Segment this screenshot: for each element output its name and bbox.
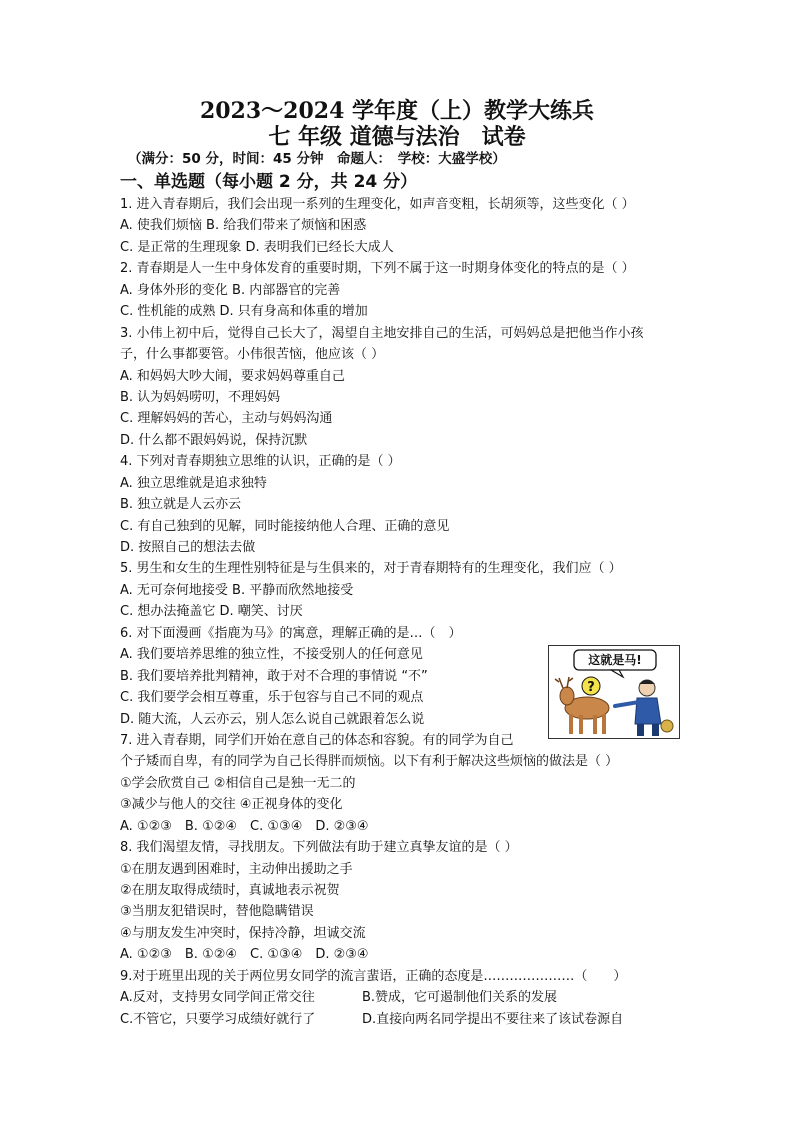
- deer-leg: [602, 714, 606, 734]
- q4-stem: 4. 下列对青春期独立思维的认识，正确的是（ ）: [120, 454, 401, 470]
- q9-option-b: B.赞成，它可遏制他们关系的发展: [362, 990, 558, 1006]
- q9-option-a: A.反对，支持男女同学间正常交往: [120, 990, 315, 1006]
- q8-choices: A. ①②③ B. ①②④ C. ①③④ D. ②③④: [120, 947, 369, 963]
- q4-option-a: A. 独立思维就是追求独特: [120, 475, 267, 491]
- q9-option-c: C.不管它，只要学习成绩好就行了: [120, 1011, 316, 1027]
- q9-options-ab: [120, 987, 680, 1008]
- q7-choices: A. ①②③ B. ①②④ C. ①③④ D. ②③④: [120, 818, 369, 834]
- man-hair: [639, 680, 655, 684]
- q3-option-c: C. 理解妈妈的苦心，主动与妈妈沟通: [120, 411, 333, 427]
- q6-stem: 6. 对下面漫画《指鹿为马》的寓意，理解正确的是…（ ）: [120, 625, 462, 641]
- deer-leg: [593, 715, 597, 734]
- deer-leg: [579, 715, 583, 734]
- q1-stem: 1. 进入青春期后，我们会出现一系列的生理变化，如声音变粗，长胡须等，这些变化（ ）: [120, 197, 635, 212]
- cartoon-illustration: [549, 646, 679, 738]
- q3-option-d: D. 什么都不跟妈妈说，保持沉默: [120, 432, 308, 448]
- cartoon-caption: 这就是马!: [588, 653, 642, 667]
- man-leg: [637, 724, 644, 736]
- q5-stem: 5. 男生和女生的生理性别特征是与生俱来的，对于青春期特有的生理变化，我们应（ ）: [120, 561, 622, 577]
- q2-options-ab: A. 身体外形的变化 B. 内部器官的完善: [120, 282, 341, 298]
- question-body: [120, 194, 680, 1030]
- q7-items-34: ③减少与他人的交往 ④正视身体的变化: [120, 797, 343, 813]
- deer-head: [560, 687, 574, 705]
- q1-options-ab: A. 使我们烦恼 B. 给我们带来了烦恼和困惑: [120, 218, 367, 234]
- q6-option-d: D. 随大流，人云亦云，别人怎么说自己就跟着怎么说: [120, 711, 425, 727]
- q8-item-1: ①在朋友遇到困难时，主动伸出援助之手: [120, 861, 353, 877]
- man-pointing-arm: [615, 702, 639, 706]
- q6-option-a: A. 我们要培养思维的独立性，不接受别人的任何意见: [120, 647, 423, 663]
- q3-option-a: A. 和妈妈大吵大闹，要求妈妈尊重自己: [120, 368, 345, 384]
- q5-options-cd: C. 想办法掩盖它 D. 嘲笑、讨厌: [120, 604, 303, 620]
- q9-option-d: D.直接向两名同学提出不要往来了该试卷源自: [362, 1011, 624, 1027]
- q2-options-cd: C. 性机能的成熟 D. 只有身高和体重的增加: [120, 304, 368, 320]
- exam-subtitle: 七 年级 道德与法治 试卷: [268, 124, 526, 150]
- q2-stem: 2. 青春期是人一生中身体发育的重要时期，下列不属于这一时期身体变化的特点的是（ ）: [120, 261, 635, 277]
- q4-option-c: C. 有自己独到的见解，同时能接纳他人合理、正确的意见: [120, 518, 450, 534]
- speech-bubble-tail: [611, 670, 623, 677]
- q7-items-12: ①学会欣赏自己 ②相信自己是独一无二的: [120, 775, 356, 791]
- question-mark: ?: [587, 680, 595, 695]
- q3-option-b: B. 认为妈妈唠叨，不理妈妈: [120, 389, 281, 405]
- q6-option-b: B. 我们要培养批判精神，敢于对不合理的事情说 “不”: [120, 668, 428, 684]
- cartoon-image: [548, 645, 680, 739]
- q1-options-cd: C. 是正常的生理现象 D. 表明我们已经长大成人: [120, 239, 394, 255]
- q7-stem-cont: 个子矮而自卑，有的同学为自己长得胖而烦恼。以下有利于解决这些烦恼的做法是（ ）: [120, 754, 619, 770]
- q4-option-d: D. 按照自己的想法去做: [120, 540, 256, 555]
- section-heading: 一、单选题（每小题 2 分，共 24 分）: [120, 172, 418, 192]
- deer-leg: [569, 714, 573, 734]
- q5-options-ab: A. 无可奈何地接受 B. 平静而欣然地接受: [120, 582, 354, 598]
- exam-info: （满分：50 分，时间：45 分钟 命题人： 学校：大盛学校）: [128, 151, 506, 167]
- q3-stem: 3. 小伟上初中后，觉得自己长大了，渴望自主地安排自己的生活，可妈妈总是把他当作小孩: [120, 325, 644, 341]
- q8-stem: 8. 我们渴望友情，寻找朋友。下列做法有助于建立真挚友谊的是（ ）: [120, 840, 518, 856]
- q9-options-cd: [120, 1009, 680, 1030]
- q8-item-4: ④与朋友发生冲突时，保持冷静，坦诚交流: [120, 925, 366, 941]
- q4-option-b: B. 独立就是人云亦云: [120, 497, 242, 513]
- q6-option-c: C. 我们要学会相互尊重，乐于包容与自己不同的观点: [120, 690, 424, 706]
- q9-stem: 9.对于班里出现的关于两位男女同学的流言蜚语，正确的态度是…………………（ ）: [120, 968, 627, 984]
- q3-stem-cont: 子，什么事都要管。小伟很苦恼，他应该（ ）: [120, 347, 385, 363]
- deer-antlers: [555, 677, 573, 688]
- q8-item-2: ②在朋友取得成绩时，真诚地表示祝贺: [120, 883, 340, 898]
- exam-title: 2023～2024 学年度（上）教学大练兵: [199, 98, 595, 124]
- money-bag-icon: [661, 720, 673, 732]
- q8-item-3: ③当朋友犯错误时，替他隐瞒错误: [120, 904, 314, 920]
- q7-stem: 7. 进入青春期，同学们开始在意自己的体态和容貌。有的同学为自己: [120, 732, 514, 748]
- man-leg: [652, 724, 659, 736]
